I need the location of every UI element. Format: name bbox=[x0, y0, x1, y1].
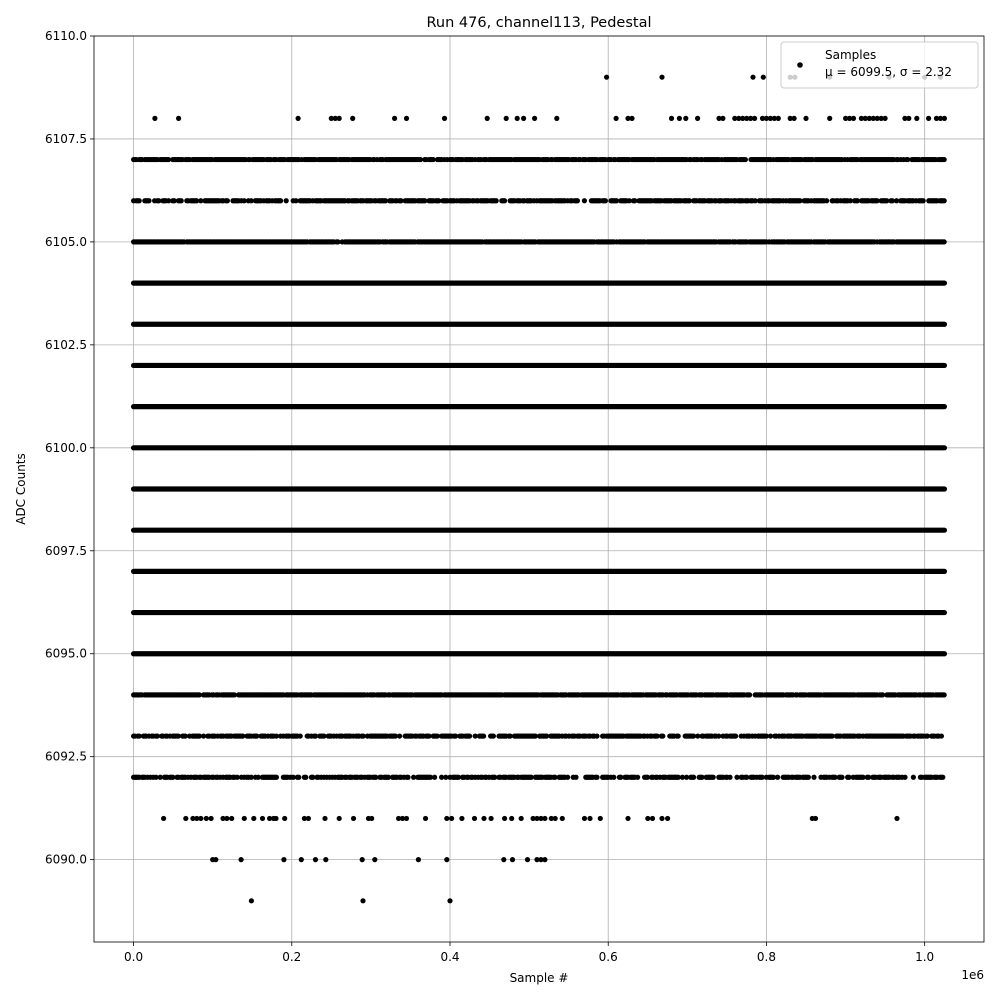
sample-point bbox=[659, 816, 664, 821]
y-axis-label: ADC Counts bbox=[14, 453, 28, 525]
sample-point bbox=[625, 816, 630, 821]
sample-point bbox=[369, 816, 374, 821]
sample-point bbox=[251, 816, 256, 821]
y-tick-label: 6090.0 bbox=[45, 852, 87, 867]
sample-point bbox=[594, 733, 599, 738]
sample-point bbox=[423, 816, 428, 821]
sample-point bbox=[669, 116, 674, 121]
y-axis-ticks bbox=[45, 29, 94, 867]
sample-point bbox=[743, 157, 748, 162]
sample-band-6105 bbox=[131, 239, 947, 244]
sample-point bbox=[360, 898, 365, 903]
sample-point bbox=[459, 816, 464, 821]
legend-label: Samples bbox=[825, 48, 877, 62]
sample-point bbox=[397, 733, 402, 738]
x-axis-label: Sample # bbox=[509, 971, 569, 985]
sample-point bbox=[525, 857, 530, 862]
legend bbox=[781, 42, 978, 88]
sample-point bbox=[542, 857, 547, 862]
sample-point bbox=[792, 116, 797, 121]
y-tick-label: 6105.0 bbox=[45, 234, 87, 249]
sample-point bbox=[485, 116, 490, 121]
sample-point bbox=[306, 816, 311, 821]
sample-point bbox=[575, 198, 580, 203]
sample-point bbox=[926, 116, 931, 121]
sample-point bbox=[489, 816, 494, 821]
sample-point bbox=[510, 857, 515, 862]
sample-point bbox=[921, 198, 926, 203]
sample-point bbox=[322, 816, 327, 821]
sample-point bbox=[337, 116, 342, 121]
sample-point bbox=[501, 857, 506, 862]
sample-point bbox=[392, 116, 397, 121]
x-axis-offset-label: 1e6 bbox=[961, 968, 984, 982]
sample-point bbox=[554, 116, 559, 121]
sample-point bbox=[481, 816, 486, 821]
sample-point bbox=[942, 692, 947, 697]
sample-point bbox=[183, 816, 188, 821]
sample-point bbox=[494, 198, 499, 203]
sample-point bbox=[645, 816, 650, 821]
sample-point bbox=[560, 816, 565, 821]
sample-point bbox=[940, 775, 945, 780]
sample-point bbox=[213, 857, 218, 862]
sample-point bbox=[942, 116, 947, 121]
sample-point bbox=[775, 775, 780, 780]
sample-point bbox=[442, 116, 447, 121]
sample-point bbox=[733, 733, 738, 738]
sample-point bbox=[360, 857, 365, 862]
sample-point bbox=[404, 116, 409, 121]
sample-point bbox=[303, 775, 308, 780]
sample-point bbox=[727, 775, 732, 780]
sample-point bbox=[532, 116, 537, 121]
legend-stats: μ = 6099.5, σ = 2.32 bbox=[825, 65, 952, 79]
sample-point bbox=[614, 116, 619, 121]
sample-point bbox=[659, 75, 664, 80]
sample-point bbox=[521, 116, 526, 121]
sample-point bbox=[491, 733, 496, 738]
sample-point bbox=[249, 898, 254, 903]
sample-point bbox=[260, 816, 265, 821]
sample-point bbox=[587, 816, 592, 821]
sample-point bbox=[761, 75, 766, 80]
sample-point bbox=[137, 198, 142, 203]
sample-point bbox=[747, 692, 752, 697]
sample-point bbox=[161, 816, 166, 821]
sample-point bbox=[502, 816, 507, 821]
sample-point bbox=[467, 733, 472, 738]
sample-point bbox=[299, 857, 304, 862]
sample-band-6094 bbox=[131, 692, 947, 697]
sample-point bbox=[296, 116, 301, 121]
sample-point bbox=[813, 816, 818, 821]
sample-point bbox=[750, 75, 755, 80]
sample-point bbox=[225, 198, 230, 203]
sample-point bbox=[582, 198, 587, 203]
sample-point bbox=[565, 775, 570, 780]
sample-point bbox=[911, 775, 916, 780]
sample-point bbox=[242, 816, 247, 821]
sample-point bbox=[894, 816, 899, 821]
sample-point bbox=[209, 816, 214, 821]
sample-point bbox=[582, 816, 587, 821]
sample-point bbox=[942, 198, 947, 203]
sample-point bbox=[296, 775, 301, 780]
x-tick-label: 0.6 bbox=[598, 950, 618, 964]
sample-point bbox=[603, 198, 608, 203]
sample-point bbox=[839, 775, 844, 780]
sample-point bbox=[660, 733, 665, 738]
sample-point bbox=[939, 733, 944, 738]
sample-point bbox=[676, 733, 681, 738]
sample-point bbox=[509, 816, 514, 821]
sample-point bbox=[447, 898, 452, 903]
sample-point bbox=[695, 116, 700, 121]
sample-point bbox=[665, 816, 670, 821]
sample-band-6092 bbox=[131, 775, 945, 780]
sample-point bbox=[337, 816, 342, 821]
sample-point bbox=[883, 116, 888, 121]
y-tick-label: 6092.5 bbox=[45, 749, 87, 764]
sample-point bbox=[372, 857, 377, 862]
sample-point bbox=[298, 733, 303, 738]
sample-point bbox=[635, 775, 640, 780]
sample-point bbox=[239, 857, 244, 862]
sample-point bbox=[611, 775, 616, 780]
x-tick-label: 0.0 bbox=[124, 950, 144, 964]
sample-point bbox=[752, 116, 757, 121]
sample-point bbox=[942, 157, 947, 162]
sample-point bbox=[504, 116, 509, 121]
sample-point bbox=[650, 816, 655, 821]
x-tick-label: 0.8 bbox=[756, 950, 776, 964]
sample-point bbox=[906, 116, 911, 121]
y-tick-label: 6100.0 bbox=[45, 440, 87, 455]
sample-band-6093 bbox=[131, 733, 944, 738]
sample-band-6107 bbox=[131, 157, 947, 162]
sample-point bbox=[444, 857, 449, 862]
sample-point bbox=[604, 75, 609, 80]
sample-point bbox=[449, 816, 454, 821]
sample-point bbox=[273, 816, 278, 821]
sample-point bbox=[811, 775, 816, 780]
sample-point bbox=[146, 198, 151, 203]
sample-point bbox=[481, 733, 486, 738]
sample-point bbox=[313, 857, 318, 862]
sample-point bbox=[472, 816, 477, 821]
sample-point bbox=[598, 816, 603, 821]
sample-point bbox=[224, 816, 229, 821]
sample-point bbox=[573, 775, 578, 780]
sample-point bbox=[914, 116, 919, 121]
y-tick-label: 6095.0 bbox=[45, 646, 87, 661]
sample-point bbox=[404, 816, 409, 821]
sample-point bbox=[432, 775, 437, 780]
sample-point bbox=[323, 857, 328, 862]
sample-point bbox=[942, 239, 947, 244]
sample-point bbox=[282, 816, 287, 821]
sample-band-6106 bbox=[131, 198, 947, 203]
y-tick-label: 6110.0 bbox=[45, 29, 87, 43]
sample-point bbox=[806, 775, 811, 780]
x-tick-label: 0.2 bbox=[282, 950, 302, 964]
sample-point bbox=[720, 116, 725, 121]
sample-point bbox=[179, 198, 184, 203]
sample-point bbox=[691, 775, 696, 780]
sample-point bbox=[444, 816, 449, 821]
sample-point bbox=[803, 116, 808, 121]
sample-point bbox=[851, 116, 856, 121]
sample-point bbox=[629, 116, 634, 121]
y-tick-label: 6097.5 bbox=[45, 543, 87, 558]
sample-point bbox=[416, 857, 421, 862]
sample-point bbox=[677, 116, 682, 121]
sample-point bbox=[176, 116, 181, 121]
x-tick-label: 0.4 bbox=[440, 950, 460, 964]
sample-point bbox=[350, 116, 355, 121]
sample-point bbox=[152, 116, 157, 121]
sample-point bbox=[274, 775, 279, 780]
sample-point bbox=[711, 775, 716, 780]
sample-point bbox=[515, 116, 520, 121]
sample-point bbox=[683, 116, 688, 121]
sample-point bbox=[284, 198, 289, 203]
sample-point bbox=[824, 198, 829, 203]
sample-point bbox=[502, 198, 507, 203]
y-tick-label: 6107.5 bbox=[45, 131, 87, 146]
sample-point bbox=[542, 816, 547, 821]
y-tick-label: 6102.5 bbox=[45, 337, 87, 352]
sample-point bbox=[204, 816, 209, 821]
data-points bbox=[131, 75, 947, 904]
sample-point bbox=[229, 816, 234, 821]
x-tick-label: 1.0 bbox=[915, 950, 935, 964]
sample-point bbox=[776, 116, 781, 121]
sample-point bbox=[405, 775, 410, 780]
sample-point bbox=[198, 816, 203, 821]
sample-point bbox=[351, 816, 356, 821]
sample-point bbox=[278, 198, 283, 203]
legend-marker bbox=[797, 62, 803, 68]
sample-point bbox=[902, 775, 907, 780]
sample-point bbox=[827, 116, 832, 121]
x-axis-ticks bbox=[124, 942, 934, 964]
sample-point bbox=[519, 816, 524, 821]
sample-point bbox=[281, 857, 286, 862]
sample-point bbox=[594, 775, 599, 780]
sample-point bbox=[553, 816, 558, 821]
chart-title: Run 476, channel113, Pedestal bbox=[426, 15, 652, 31]
